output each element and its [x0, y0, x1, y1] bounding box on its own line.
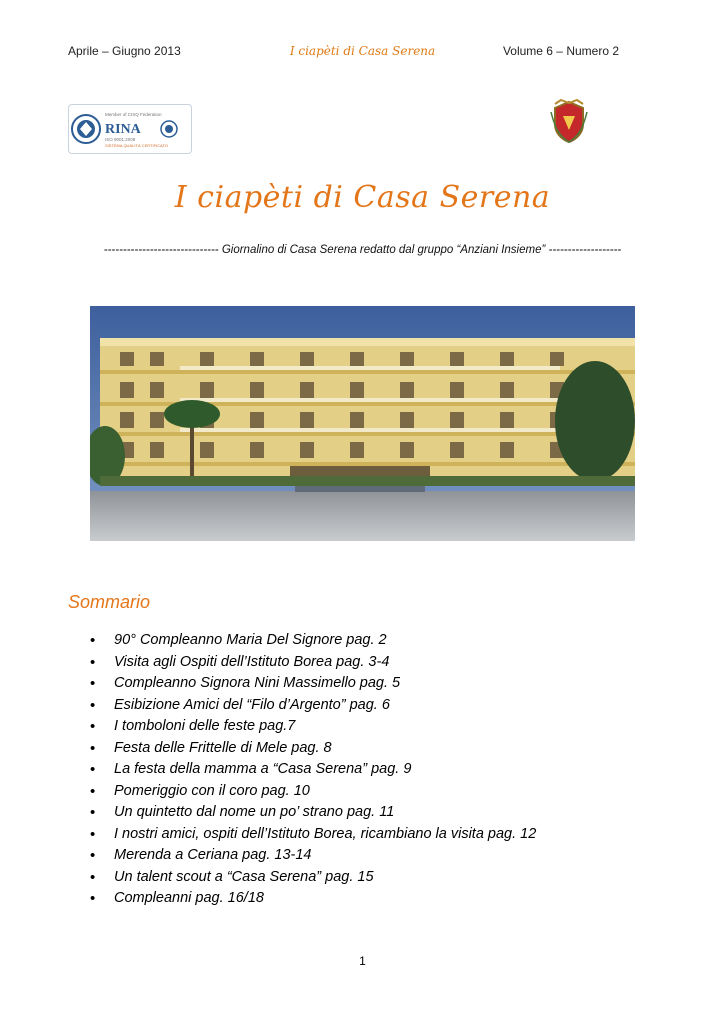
- toc-item: • Esibizione Amici del “Filo d’Argento” pag. 6: [90, 695, 650, 717]
- table-of-contents: [90, 630, 650, 910]
- toc-item: • I tomboloni delle feste pag.7: [90, 716, 650, 738]
- newsletter-title: I ciapèti di Casa Serena: [174, 180, 551, 215]
- toc-item: • Merenda a Ceriana pag. 13-14: [90, 845, 650, 867]
- page-number: 1: [359, 954, 366, 968]
- rina-certification-logo: [68, 104, 192, 154]
- rina-member-text: Member of CISQ Federation: [105, 112, 162, 117]
- header-title: I ciapèti di Casa Serena: [289, 44, 436, 58]
- rina-iso-text: ISO 9001:2008: [105, 137, 136, 142]
- toc-item: • I nostri amici, ospiti dell’Istituto Borea, ricambiano la visita pag. 12: [90, 824, 650, 846]
- rina-quality-text: SISTEMA QUALITÀ CERTIFICATO: [105, 143, 168, 148]
- summary-heading: Sommario: [68, 592, 151, 612]
- municipality-crest: [549, 98, 589, 144]
- toc-item: • Compleanni pag. 16/18: [90, 888, 650, 910]
- toc-item: • La festa della mamma a “Casa Serena” pag. 9: [90, 759, 650, 781]
- toc-item: • Un talent scout a “Casa Serena” pag. 15: [90, 867, 650, 889]
- header-date: Aprile – Giugno 2013: [68, 44, 181, 58]
- toc-item: • 90° Compleanno Maria Del Signore pag. 2: [90, 630, 650, 652]
- toc-item: • Compleanno Signora Nini Massimello pag. 5: [90, 673, 650, 695]
- toc-item: • Visita agli Ospiti dell’Istituto Borea pag. 3-4: [90, 652, 650, 674]
- header-volume: Volume 6 – Numero 2: [502, 44, 619, 58]
- rina-text: RINA: [105, 122, 141, 137]
- newsletter-subtitle: ------------------------------ Giornalino di Casa Serena redatto dal gruppo “Anziani Insieme” -------------------: [103, 244, 622, 256]
- casa-serena-building-photo: [90, 306, 635, 541]
- toc-item: • Un quintetto dal nome un po’ strano pag. 11: [90, 802, 650, 824]
- toc-item: • Festa delle Frittelle di Mele pag. 8: [90, 738, 650, 760]
- toc-item: • Pomeriggio con il coro pag. 10: [90, 781, 650, 803]
